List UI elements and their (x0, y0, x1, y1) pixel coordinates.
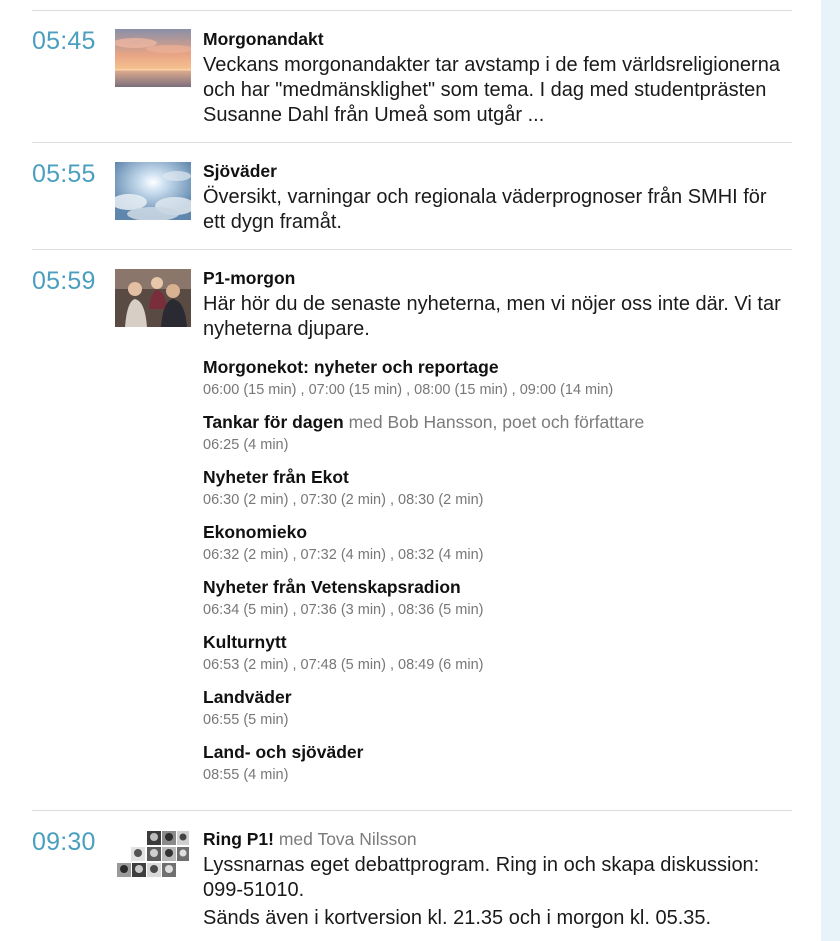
sunrise-sea-image[interactable] (115, 29, 191, 87)
cloudy-sky-image[interactable] (115, 162, 191, 220)
program-time: 09:30 (32, 828, 96, 856)
segment-title[interactable]: Kulturnytt (203, 632, 287, 652)
segment-times: 06:53 (2 min) , 07:48 (5 min) , 08:49 (6 min) (203, 657, 484, 673)
segment-item[interactable] (203, 521, 786, 565)
program-host: med Tova Nilsson (278, 829, 417, 849)
program-entry[interactable] (32, 11, 792, 143)
program-description: Lyssnarnas eget debattprogram. Ring in och skapa diskussion: 099-51010. (203, 854, 760, 901)
program-extra-info: Sänds även i kortversion kl. 21.35 och i morgon kl. 05.35. (203, 907, 712, 929)
segment-times: 06:00 (15 min) , 07:00 (15 min) , 08:00 (15 min) , 09:00 (14 min) (203, 382, 614, 398)
segment-item[interactable] (203, 466, 786, 510)
program-entry[interactable] (32, 811, 792, 941)
program-description: Här hör du de senaste nyheterna, men vi nöjer oss inte där. Vi tar nyheterna djupare. (203, 293, 781, 340)
program-title[interactable]: Ring P1! med Tova Nilsson (203, 829, 417, 849)
program-title[interactable]: P1-morgon (203, 268, 296, 288)
program-time: 05:45 (32, 27, 96, 55)
segment-title[interactable]: Nyheter från Ekot (203, 467, 349, 487)
segment-item[interactable] (203, 686, 786, 730)
program-time: 05:55 (32, 160, 96, 188)
segment-title[interactable]: Tankar för dagen med Bob Hansson, poet och författare (203, 412, 645, 432)
program-entry[interactable] (32, 250, 792, 811)
program-title[interactable]: Sjöväder (203, 161, 277, 181)
divider (32, 0, 792, 11)
segment-title[interactable]: Ekonomieko (203, 522, 308, 542)
scrollbar-track[interactable] (821, 0, 840, 941)
segment-times: 06:25 (4 min) (203, 437, 289, 453)
program-title[interactable]: Morgonandakt (203, 29, 324, 49)
program-time: 05:59 (32, 267, 96, 295)
ring-p1-collage-image[interactable] (115, 829, 191, 887)
segment-title[interactable]: Landväder (203, 687, 292, 707)
segment-times: 06:30 (2 min) , 07:30 (2 min) , 08:30 (2 min) (203, 492, 484, 508)
segment-times: 08:55 (4 min) (203, 767, 289, 783)
segment-item[interactable] (203, 631, 786, 675)
segment-times: 06:32 (2 min) , 07:32 (4 min) , 08:32 (4 min) (203, 547, 484, 563)
segment-times: 06:55 (5 min) (203, 712, 289, 728)
segment-title[interactable]: Morgonekot: nyheter och reportage (203, 357, 499, 377)
program-entry[interactable] (32, 143, 792, 250)
segment-item[interactable] (203, 356, 786, 400)
segment-item[interactable] (203, 411, 786, 455)
p1-morgon-hosts-photo[interactable] (115, 269, 191, 327)
program-description: Översikt, varningar och regionala väderprognoser från SMHI för ett dygn framåt. (203, 186, 767, 233)
segment-with: med Bob Hansson, poet och författare (348, 412, 645, 432)
segment-title[interactable]: Nyheter från Vetenskapsradion (203, 577, 461, 597)
segment-title[interactable]: Land- och sjöväder (203, 742, 364, 762)
segment-times: 06:34 (5 min) , 07:36 (3 min) , 08:36 (5 min) (203, 602, 484, 618)
segment-item[interactable] (203, 576, 786, 620)
program-description: Veckans morgonandakter tar avstamp i de fem världsreligionerna och har "medmänsklighet" som tema. I dag med studentprästen Susanne Dahl från Umeå som utgår ... (203, 54, 780, 126)
segment-item[interactable] (203, 741, 786, 785)
program-schedule (32, 0, 792, 941)
